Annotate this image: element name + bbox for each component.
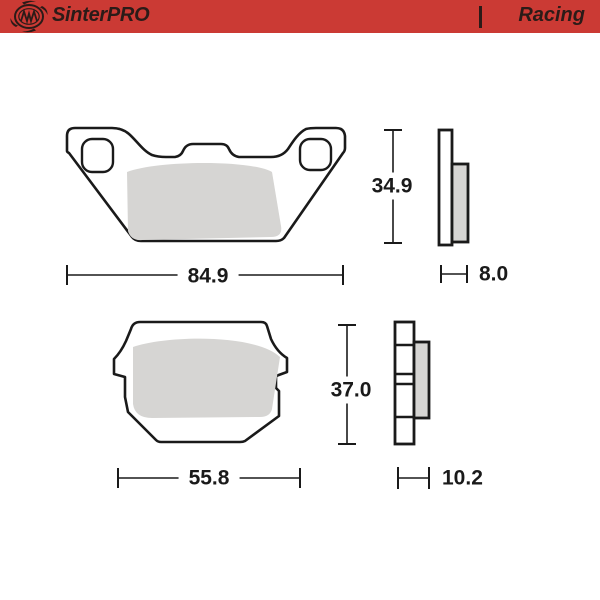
- pad1-thickness-dimension: [441, 265, 467, 283]
- pad2-height-label: 37.0: [321, 377, 382, 404]
- pad1-thickness-label: 8.0: [479, 262, 509, 286]
- pad1-width-label: 84.9: [178, 263, 239, 290]
- pad2-width-label: 55.8: [179, 465, 240, 492]
- pad1-front-view: [67, 128, 345, 241]
- pad1-left-mount-hole: [82, 139, 113, 172]
- pad1-side-view: [439, 130, 468, 245]
- brand-name: SinterPRO: [52, 4, 150, 26]
- pad2-side-view: [395, 322, 429, 444]
- pad1-height-label: 34.9: [362, 173, 423, 200]
- pad2-thickness-label: 10.2: [442, 466, 483, 490]
- pad2-front-view: [114, 322, 287, 442]
- pad2-thickness-dimension: [398, 467, 429, 489]
- series-name: Racing: [518, 4, 585, 26]
- pad1-right-mount-hole: [300, 139, 331, 170]
